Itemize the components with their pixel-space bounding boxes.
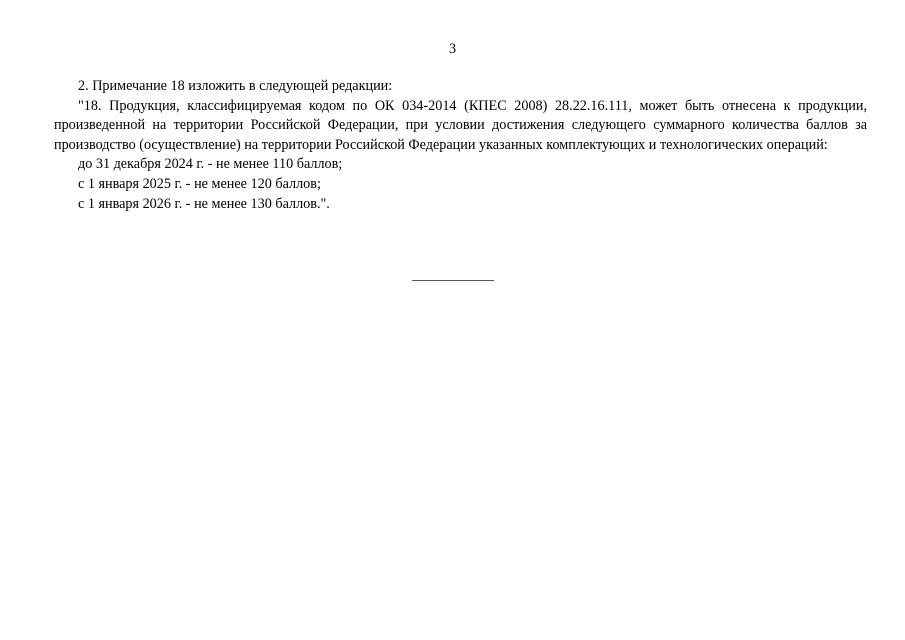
end-separator-line — [412, 280, 494, 281]
paragraph-deadline-2024: до 31 декабря 2024 г. - не менее 110 баллов; — [78, 156, 343, 173]
paragraph-deadline-2026: с 1 января 2026 г. - не менее 130 баллов.". — [78, 195, 330, 212]
paragraph-amendment-heading: 2. Примечание 18 изложить в следующей редакции: — [78, 78, 393, 94]
paragraph-note-18-text: "18. Продукция, классифицируемая кодом по ОК 034-2014 (КПЕС 2008) 28.22.16.111, может быть отнесена к продукции, произведенной на территории Российской Федерации, при условии достижения следующего суммарного количества баллов за производство (осуществление) на территории Российской Федерации указанных комплектующих и технологических операций: — [54, 97, 867, 153]
document-body — [54, 77, 867, 214]
page-number: 3 — [448, 41, 457, 57]
paragraph-deadline-2025: с 1 января 2025 г. - не менее 120 баллов; — [78, 175, 321, 192]
